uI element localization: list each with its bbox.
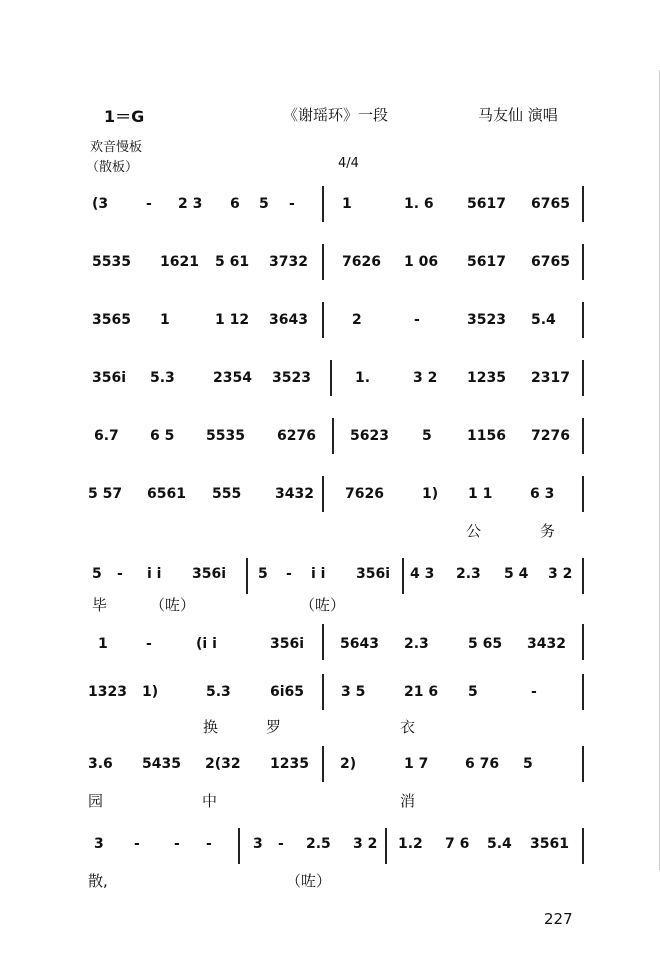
bar-line bbox=[322, 186, 324, 222]
note-group: (i i bbox=[196, 636, 217, 652]
note-group: 7626 bbox=[342, 254, 381, 270]
note-group: 1. bbox=[355, 370, 371, 386]
note-group: 555 bbox=[212, 486, 242, 502]
note-group: 2.3 bbox=[404, 636, 429, 652]
performer: 马友仙 演唱 bbox=[478, 106, 558, 124]
note-group: 5.3 bbox=[150, 370, 175, 386]
lyric: 毕 bbox=[92, 596, 108, 614]
bar-line bbox=[385, 828, 387, 864]
lyric: （咗） bbox=[286, 872, 332, 890]
note-group: 1.2 bbox=[398, 836, 423, 852]
note-group: 1235 bbox=[270, 756, 309, 772]
note-group: 1 bbox=[160, 312, 170, 328]
note-group: 3523 bbox=[467, 312, 506, 328]
note-group: 1 06 bbox=[404, 254, 439, 270]
bar-line bbox=[582, 828, 584, 864]
lyric: （咗） bbox=[300, 596, 346, 614]
note-group: - bbox=[134, 836, 140, 852]
note-group: 1235 bbox=[467, 370, 506, 386]
bar-line bbox=[322, 746, 324, 782]
note-group: - bbox=[174, 836, 180, 852]
note-group: 2.3 bbox=[456, 566, 481, 582]
note-group: 3 2 bbox=[353, 836, 378, 852]
bar-line bbox=[322, 624, 324, 660]
note-group: 6i65 bbox=[270, 684, 305, 700]
note-group: 3565 bbox=[92, 312, 131, 328]
bar-line bbox=[582, 360, 584, 396]
bar-line bbox=[322, 476, 324, 512]
bar-line bbox=[402, 558, 404, 594]
lyric: 公 bbox=[466, 522, 482, 540]
note-group: 6561 bbox=[147, 486, 186, 502]
note-group: 6 76 bbox=[465, 756, 500, 772]
lyric: 衣 bbox=[400, 718, 416, 736]
bar-line bbox=[582, 746, 584, 782]
note-group: 5 bbox=[258, 566, 268, 582]
note-group: (3 bbox=[92, 196, 109, 212]
note-group: 5 bbox=[523, 756, 533, 772]
bar-line bbox=[582, 244, 584, 280]
note-group: 21 6 bbox=[404, 684, 439, 700]
note-group: - bbox=[206, 836, 212, 852]
note-group: 2317 bbox=[531, 370, 570, 386]
note-group: 5 61 bbox=[215, 254, 250, 270]
note-group: 1323 bbox=[88, 684, 127, 700]
bar-line bbox=[582, 302, 584, 338]
note-group: 6765 bbox=[531, 254, 570, 270]
note-group: 2.5 bbox=[306, 836, 331, 852]
note-group: 3 2 bbox=[548, 566, 573, 582]
lyric: 散, bbox=[88, 872, 108, 890]
note-group: 5 bbox=[422, 428, 432, 444]
note-group: 1) bbox=[422, 486, 439, 502]
note-group: 2 bbox=[352, 312, 362, 328]
note-group: 3.6 bbox=[88, 756, 113, 772]
note-group: 356i bbox=[92, 370, 127, 386]
note-group: 3 bbox=[253, 836, 263, 852]
note-group: 7276 bbox=[531, 428, 570, 444]
note-group: 1 bbox=[98, 636, 108, 652]
note-group: 1621 bbox=[160, 254, 199, 270]
lyric: （咗） bbox=[150, 596, 196, 614]
note-group: 3732 bbox=[269, 254, 308, 270]
note-group: - bbox=[286, 566, 292, 582]
lyric: 消 bbox=[400, 792, 416, 810]
note-group: 5 4 bbox=[504, 566, 529, 582]
note-group: 3432 bbox=[527, 636, 566, 652]
note-group: - bbox=[414, 312, 420, 328]
bar-line bbox=[238, 828, 240, 864]
note-group: 3 2 bbox=[413, 370, 438, 386]
note-group: 5 57 bbox=[88, 486, 123, 502]
note-group: - bbox=[531, 684, 537, 700]
bar-line bbox=[582, 674, 584, 710]
meter: 4/4 bbox=[338, 156, 359, 171]
note-group: 356i bbox=[192, 566, 227, 582]
note-group: 5435 bbox=[142, 756, 181, 772]
note-group: 6 5 bbox=[150, 428, 175, 444]
note-group: 5535 bbox=[92, 254, 131, 270]
note-group: 6276 bbox=[277, 428, 316, 444]
note-group: 5643 bbox=[340, 636, 379, 652]
bar-line bbox=[330, 360, 332, 396]
note-group: 5.3 bbox=[206, 684, 231, 700]
note-group: 6 3 bbox=[530, 486, 555, 502]
piece-title: 《谢瑶环》一段 bbox=[283, 106, 389, 124]
note-group: 5 bbox=[468, 684, 478, 700]
note-group: 1 12 bbox=[215, 312, 250, 328]
note-group: 3432 bbox=[275, 486, 314, 502]
bar-line bbox=[332, 418, 334, 454]
note-group: 1 1 bbox=[468, 486, 493, 502]
page-number: 227 bbox=[544, 910, 573, 928]
note-group: - bbox=[146, 196, 152, 212]
note-group: - bbox=[289, 196, 295, 212]
lyric: 换 bbox=[203, 718, 219, 736]
note-group: 6765 bbox=[531, 196, 570, 212]
lyric: 园 bbox=[88, 792, 104, 810]
note-group: 4 3 bbox=[410, 566, 435, 582]
lyric: 务 bbox=[540, 522, 556, 540]
note-group: i i bbox=[311, 566, 326, 582]
bar-line bbox=[246, 558, 248, 594]
note-group: 2 3 bbox=[178, 196, 203, 212]
bar-line bbox=[582, 558, 584, 594]
note-group: 1. 6 bbox=[404, 196, 434, 212]
note-group: 5623 bbox=[350, 428, 389, 444]
note-group: i i bbox=[147, 566, 162, 582]
note-group: 1 bbox=[342, 196, 352, 212]
tempo-marking: 欢音慢板 bbox=[90, 140, 143, 155]
note-group: 3643 bbox=[269, 312, 308, 328]
note-group: 5617 bbox=[467, 254, 506, 270]
tempo-note: （散板） bbox=[86, 160, 139, 175]
note-group: 356i bbox=[356, 566, 391, 582]
bar-line bbox=[582, 418, 584, 454]
note-group: 356i bbox=[270, 636, 305, 652]
note-group: 1) bbox=[142, 684, 159, 700]
key-signature: 1＝G bbox=[104, 107, 145, 126]
note-group: 5.4 bbox=[531, 312, 556, 328]
note-group: 5 bbox=[259, 196, 269, 212]
bar-line bbox=[322, 302, 324, 338]
note-group: 3523 bbox=[272, 370, 311, 386]
note-group: 7 6 bbox=[445, 836, 470, 852]
lyric: 罗 bbox=[266, 718, 282, 736]
note-group: - bbox=[146, 636, 152, 652]
note-group: 6 bbox=[230, 196, 240, 212]
bar-line bbox=[582, 624, 584, 660]
bar-line bbox=[582, 476, 584, 512]
note-group: 2354 bbox=[213, 370, 252, 386]
bar-line bbox=[322, 244, 324, 280]
note-group: 5535 bbox=[206, 428, 245, 444]
note-group: 2(32 bbox=[205, 756, 241, 772]
note-group: 5.4 bbox=[487, 836, 512, 852]
note-group: 1 7 bbox=[404, 756, 429, 772]
note-group: 3 bbox=[94, 836, 104, 852]
note-group: 1156 bbox=[467, 428, 506, 444]
note-group: - bbox=[278, 836, 284, 852]
note-group: 5 bbox=[92, 566, 102, 582]
note-group: 5 65 bbox=[468, 636, 503, 652]
note-group: 6.7 bbox=[94, 428, 119, 444]
note-group: 2) bbox=[340, 756, 357, 772]
lyric: 中 bbox=[202, 792, 218, 810]
note-group: 5617 bbox=[467, 196, 506, 212]
bar-line bbox=[582, 186, 584, 222]
note-group: 7626 bbox=[345, 486, 384, 502]
note-group: 3 5 bbox=[341, 684, 366, 700]
note-group: - bbox=[117, 566, 123, 582]
note-group: 3561 bbox=[530, 836, 569, 852]
bar-line bbox=[322, 674, 324, 710]
